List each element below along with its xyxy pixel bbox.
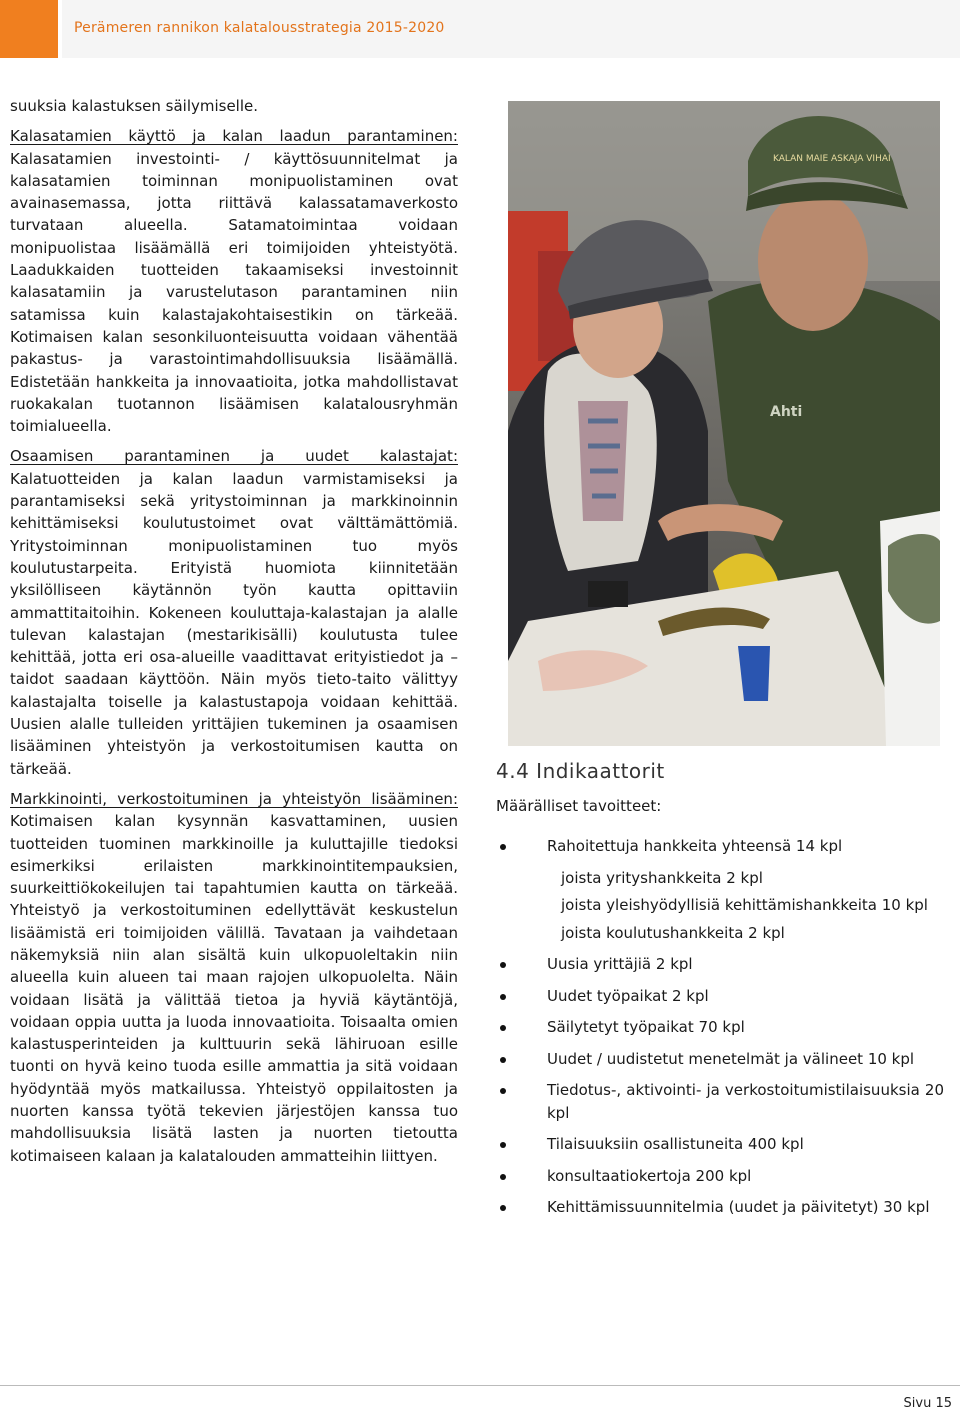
footer-divider	[0, 1385, 960, 1386]
right-column	[496, 760, 944, 1228]
paragraph-harbours	[10, 125, 458, 437]
paragraph-skills	[10, 445, 458, 779]
list-item	[496, 1079, 944, 1124]
sub-item: joista yleishyödyllisiä kehittämishankkeita 10 kpl	[561, 896, 928, 914]
page-number: Sivu 15	[903, 1396, 952, 1411]
photo-illustration	[508, 101, 940, 746]
list-item-text: Uudet / uudistetut menetelmät ja välineet 10 kpl	[547, 1049, 915, 1068]
bullet-icon	[500, 994, 506, 1000]
harbours-body: Kalasatamien investointi- / käyttösuunnitelmat ja kalasatamien toiminnan monipuolistaminen ovat avainasemassa, jotta riittävä kalassatamaverkosto turvataan alueella. Satamatoimintaa voidaan monipuolistaa lisäämällä eri toimijoiden yhteistyötä. Laadukkaiden tuotteiden takaamiseksi investoinnit kalasatamiin ja varustelutason parantaminen niin satamissa kuin kalastajakohtaisestikin on tärkeää. Kotimaisen kalan sesonkiluonteisuutta voidaan vähentää pakastus- ja varastointimahdollisuuksia lisäämällä. Edistetään hankkeita ja innovaatioita, jotka mahdollistavat ruokakalan tuotannon lisäämisen kalatalousryhmän toimialueella.	[10, 149, 458, 436]
jacket-logo: Ahti	[770, 404, 803, 420]
bullet-icon	[500, 1174, 506, 1180]
header-accent-block	[0, 0, 58, 58]
list-item-text: Rahoitettuja hankkeita yhteensä 14 kpl	[547, 837, 843, 855]
marketing-body: Kotimaisen kalan kysynnän kasvattaminen, uusien tuotteiden tuominen markkinoille ja kuluttajille tiedoksi esimerkiksi erilaisten markkinointitempauksien, suurkeittiökokeilujen tai tapahtumien kautta on tärkeää. Yhteistyö ja verkostoituminen edellyttävät keskustelun lisäämistä eri toimijoiden välillä. Tavataan ja vaihdetaan näkemyksiä niin alan sisältä kuin ulkopuoleltakin niin alueella kuin alueen tai maan rajojen ulkopuolelta. Näin voidaan lisätä ja välittää tietoa ja hyviä käytäntöjä, voidaan oppia uutta ja luoda innovaatioita. Toisaalta omien kalastusperinteiden ja kulttuurin sekä lähiruoan esille tuonti on hyvä keino tuoda esille ammattia ja sitä voidaan hyödyntää myös matkailussa. Yhteistyö oppilaitosten ja nuorten kanssa työtä tekevien järjestöjen kanssa tuo mahdollisuuksia lisätä lasten ja nuorten tietoutta kotimaiseen kalaan ja kalatalouden ammatteihin liittyen.	[10, 812, 458, 1165]
list-item-text: Kehittämissuunnitelmia (uudet ja päivitetyt) 30 kpl	[547, 1198, 930, 1216]
marketing-heading: Markkinointi, verkostoituminen ja yhteistyön lisääminen:	[10, 789, 458, 808]
sub-item: joista yrityshankkeita 2 kpl	[561, 868, 763, 887]
sub-item: joista koulutushankkeita 2 kpl	[561, 923, 785, 942]
list-item-text: Uudet työpaikat 2 kpl	[547, 986, 709, 1005]
indicators-heading: 4.4 Indikaattorit	[496, 759, 665, 783]
bullet-icon	[500, 844, 506, 850]
list-item	[496, 985, 944, 1008]
harbours-heading: Kalasatamien käyttö ja kalan laadun parantaminen:	[10, 127, 458, 146]
list-item	[496, 953, 944, 976]
indicators-subheading: Määrälliset tavoitteet:	[496, 796, 662, 815]
bullet-icon	[500, 1088, 506, 1094]
list-item	[496, 1133, 944, 1156]
list-item-text: Tilaisuuksiin osallistuneita 400 kpl	[547, 1135, 804, 1153]
header-title: Perämeren rannikon kalatalousstrategia 2015-2020	[74, 20, 445, 36]
list-item	[496, 1048, 944, 1071]
paragraph-continuation: suuksia kalastuksen säilymiselle.	[10, 97, 259, 115]
skills-body: Kalatuotteiden ja kalan laadun varmistamiseksi ja parantamiseksi sekä yritystoiminnan ja markkinoinnin kehittämiseksi koulutustoimet ovat välttämättömiä. Yritystoiminnan monipuolistaminen tuo myös koulutustarpeita. Erityistä huomiota kiinnitetään yksilölliseen käytännön työn kautta opittaviin ammattitaitoihin. Kokeneen kouluttaja-kalastajan ja alalle tulevan kalastajan (mestarikisälli) koulutusta tulee kehittää, jotta eri osa-alueille vaadittavat erityistiedot ja – taidot saadaan käyttöön. Näin myös tieto-taito välittyy kalastajalta toiselle ja kalastustapoja voidaan kehittää. Uusien alalle tulleiden yrittäjien tukeminen ja osaamisen lisääminen yhteistyön ja verkostoitumisen kautta on tärkeää.	[10, 469, 458, 778]
bullet-icon	[500, 1142, 506, 1148]
list-item	[496, 1165, 944, 1188]
cap-text: KALAN MAIE ASKAJA VIHAI	[773, 154, 891, 164]
indicator-list	[496, 835, 944, 1219]
list-item-text: konsultaatiokertoja 200 kpl	[547, 1166, 752, 1185]
bullet-icon	[500, 1205, 506, 1211]
paragraph-marketing	[10, 788, 458, 1167]
left-column	[10, 95, 458, 1175]
list-item	[496, 835, 944, 858]
list-item-text: Säilytetyt työpaikat 70 kpl	[547, 1018, 745, 1036]
skills-heading: Osaamisen parantaminen ja uudet kalastajat:	[10, 447, 458, 466]
list-item	[496, 1016, 944, 1039]
list-item-text: Uusia yrittäjiä 2 kpl	[547, 955, 693, 973]
bullet-icon	[500, 1057, 506, 1063]
fish-filleting-photo	[508, 101, 940, 746]
list-item-text: Tiedotus-, aktivointi- ja verkostoitumistilaisuuksia 20 kpl	[547, 1081, 944, 1122]
page-header	[0, 0, 960, 58]
bullet-icon	[500, 1025, 506, 1031]
list-item	[496, 1196, 944, 1219]
bullet-icon	[500, 962, 506, 968]
